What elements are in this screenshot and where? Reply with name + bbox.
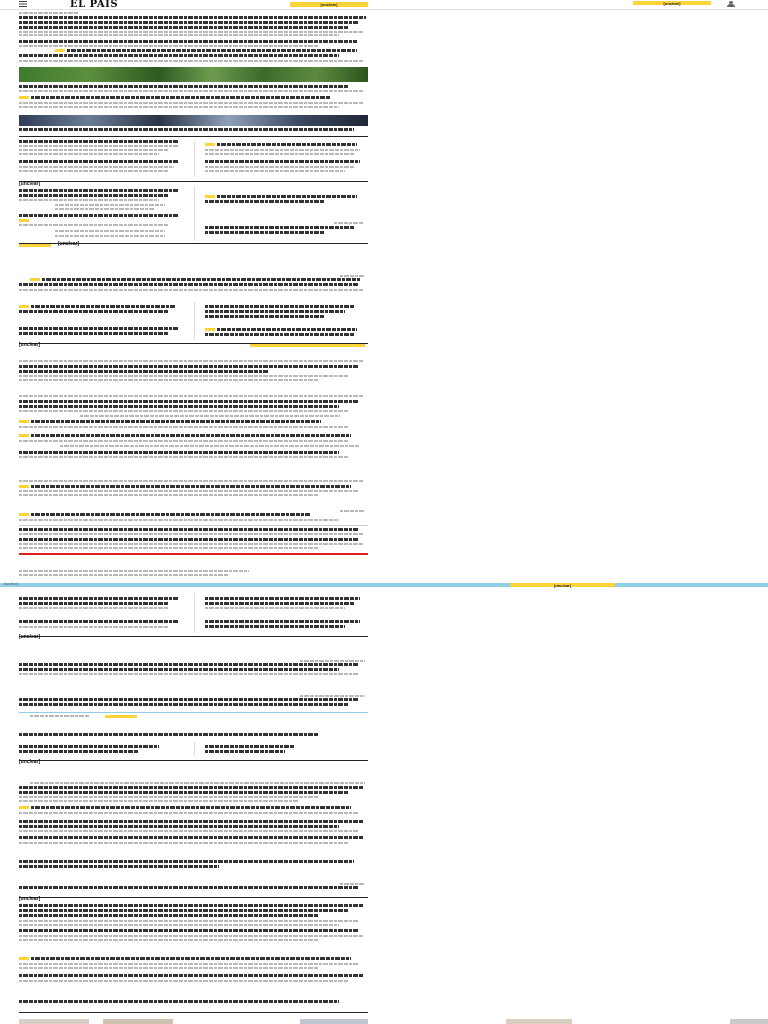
kicker-badge xyxy=(19,957,29,960)
section-title-actualidad[interactable]: [unclear] xyxy=(19,634,41,640)
summary xyxy=(19,166,174,168)
meta-line xyxy=(340,510,365,512)
summary xyxy=(19,494,319,496)
thumbnail[interactable] xyxy=(19,1019,89,1024)
headline[interactable] xyxy=(205,305,355,308)
column-divider xyxy=(194,142,195,177)
kicker-badge xyxy=(19,219,29,222)
summary xyxy=(19,574,229,576)
column-divider xyxy=(194,302,195,340)
headline[interactable] xyxy=(19,786,364,789)
summary xyxy=(19,289,364,291)
headline[interactable] xyxy=(19,54,339,57)
headline[interactable] xyxy=(19,602,169,605)
headline[interactable] xyxy=(19,40,357,43)
summary xyxy=(19,796,319,798)
thumbnail[interactable] xyxy=(300,1019,368,1024)
headline[interactable] xyxy=(19,365,359,368)
meta-line xyxy=(340,883,365,885)
summary xyxy=(19,410,349,412)
summary xyxy=(19,45,319,47)
headline[interactable] xyxy=(19,400,359,403)
summary xyxy=(55,230,165,232)
section-title-more[interactable]: [unclear] xyxy=(58,241,80,247)
headline[interactable] xyxy=(31,513,311,516)
lead-headline-line-2[interactable] xyxy=(19,21,359,24)
summary xyxy=(19,963,359,965)
headline[interactable] xyxy=(217,328,357,331)
headline[interactable] xyxy=(19,327,179,330)
kicker-badge xyxy=(205,328,215,331)
headline[interactable] xyxy=(19,791,349,794)
headline[interactable] xyxy=(19,283,359,286)
headline[interactable] xyxy=(31,957,351,960)
site-logo[interactable]: EL PAÍS xyxy=(70,0,119,10)
summary xyxy=(60,445,360,447)
summary xyxy=(19,379,319,381)
headline[interactable] xyxy=(31,96,331,99)
meta-line xyxy=(19,480,364,482)
summary xyxy=(19,456,349,458)
meta-line xyxy=(340,275,365,277)
section-rule xyxy=(19,181,368,182)
headline[interactable] xyxy=(205,160,360,163)
headline[interactable] xyxy=(31,434,351,437)
thumbnail[interactable] xyxy=(730,1019,768,1024)
summary xyxy=(205,607,345,609)
headline[interactable] xyxy=(19,703,349,706)
summary xyxy=(19,980,349,982)
summary xyxy=(19,800,299,802)
lead-summary-2 xyxy=(19,34,339,36)
summary xyxy=(55,204,165,206)
headline[interactable] xyxy=(19,1000,339,1003)
headline[interactable] xyxy=(19,140,179,143)
summary xyxy=(80,415,340,417)
summary xyxy=(19,547,319,549)
headline[interactable] xyxy=(67,49,357,52)
kicker-badge xyxy=(205,143,215,146)
summary xyxy=(19,673,359,675)
kicker-badge xyxy=(30,278,40,281)
summary xyxy=(19,60,364,62)
headline[interactable] xyxy=(19,825,339,828)
headline[interactable] xyxy=(205,597,360,600)
kicker-badge xyxy=(19,513,29,516)
headline[interactable] xyxy=(19,370,269,373)
summary xyxy=(19,935,364,937)
summary xyxy=(19,570,249,572)
summary xyxy=(19,426,349,428)
headline[interactable] xyxy=(19,929,359,932)
headline[interactable] xyxy=(205,231,325,234)
lead-photo[interactable] xyxy=(19,67,368,82)
subscribe-button[interactable]: [unclear] xyxy=(290,2,368,7)
headline[interactable] xyxy=(19,865,219,868)
section-rule xyxy=(19,525,368,526)
headline[interactable] xyxy=(31,806,351,809)
summary xyxy=(19,830,359,832)
headline[interactable] xyxy=(19,663,359,666)
headline[interactable] xyxy=(19,538,359,541)
section-rule xyxy=(19,712,368,713)
summary xyxy=(19,842,349,844)
headline[interactable] xyxy=(205,310,345,313)
story-photo[interactable] xyxy=(19,115,368,126)
headline[interactable] xyxy=(19,904,364,907)
kicker-badge xyxy=(19,420,29,423)
headline[interactable] xyxy=(217,143,357,146)
headline[interactable] xyxy=(19,597,179,600)
summary xyxy=(19,145,179,147)
headline[interactable] xyxy=(19,733,319,736)
headline[interactable] xyxy=(19,914,319,917)
promo-band-text: [unclear] xyxy=(4,582,19,586)
headline[interactable] xyxy=(19,528,359,531)
kicker-badge xyxy=(19,96,29,99)
headline[interactable] xyxy=(19,620,179,623)
headline[interactable] xyxy=(19,85,349,88)
summary xyxy=(19,90,364,92)
menu-icon[interactable] xyxy=(19,1,27,7)
section-tag xyxy=(19,244,51,247)
user-icon[interactable] xyxy=(727,1,735,7)
summary xyxy=(19,102,364,104)
headline[interactable] xyxy=(19,860,354,863)
summary xyxy=(55,208,155,210)
summary xyxy=(19,533,364,535)
section-rule xyxy=(19,136,368,137)
headline[interactable] xyxy=(31,305,176,308)
headline[interactable] xyxy=(19,189,179,192)
section-title-video[interactable]: [unclear] xyxy=(19,342,41,348)
subscribe-button-right[interactable]: [unclear] xyxy=(633,1,711,5)
summary xyxy=(19,199,159,201)
column-divider xyxy=(194,186,195,241)
headline[interactable] xyxy=(19,451,339,454)
summary xyxy=(19,812,359,814)
summary xyxy=(19,924,339,926)
meta-line xyxy=(30,782,365,784)
headline[interactable] xyxy=(19,214,179,217)
section-rule xyxy=(19,760,368,761)
summary xyxy=(19,519,339,521)
summary xyxy=(19,149,169,151)
meta-line xyxy=(300,660,365,662)
headline[interactable] xyxy=(205,745,295,748)
thumbnail[interactable] xyxy=(103,1019,173,1024)
headline[interactable] xyxy=(205,625,345,628)
kicker-badge xyxy=(55,49,65,52)
section-rule xyxy=(19,636,368,637)
headline[interactable] xyxy=(205,620,360,623)
headline[interactable] xyxy=(19,160,179,163)
summary xyxy=(19,106,339,108)
headline[interactable] xyxy=(205,315,325,318)
kicker-badge xyxy=(19,434,29,437)
promo-band-button[interactable]: [unclear] xyxy=(510,583,615,587)
section-title-ultima[interactable]: [unclear] xyxy=(19,896,41,902)
column-divider xyxy=(194,593,195,633)
headline[interactable] xyxy=(19,745,159,748)
summary xyxy=(19,153,159,155)
kicker-badge xyxy=(19,485,29,488)
meta-line xyxy=(300,695,365,697)
headline[interactable] xyxy=(19,698,359,701)
summary xyxy=(19,967,319,969)
lead-summary xyxy=(19,31,364,33)
lead-headline-line-3[interactable] xyxy=(19,26,349,29)
headline[interactable] xyxy=(205,200,325,203)
headline[interactable] xyxy=(19,405,339,408)
lead-headline[interactable] xyxy=(19,16,366,19)
headline[interactable] xyxy=(19,909,349,912)
lead-kicker-line xyxy=(19,12,79,14)
breaking-rule xyxy=(19,553,368,555)
summary xyxy=(19,607,169,609)
summary xyxy=(55,235,165,237)
headline[interactable] xyxy=(19,974,364,977)
kicker-badge xyxy=(205,195,215,198)
summary xyxy=(19,375,349,377)
section-tag xyxy=(105,715,137,718)
headline[interactable] xyxy=(19,836,364,839)
summary xyxy=(205,170,345,172)
byline xyxy=(334,222,364,224)
headline[interactable] xyxy=(19,668,339,671)
top-bar xyxy=(0,0,768,10)
headline[interactable] xyxy=(42,278,360,281)
summary xyxy=(205,149,360,151)
kicker-badge xyxy=(19,806,29,809)
section-title-economia[interactable]: [unclear] xyxy=(19,759,41,765)
headline[interactable] xyxy=(205,750,285,753)
headline[interactable] xyxy=(19,886,359,889)
summary xyxy=(19,224,169,226)
headline[interactable] xyxy=(19,820,364,823)
headline[interactable] xyxy=(19,750,139,753)
summary xyxy=(19,170,169,172)
column-divider xyxy=(194,742,195,756)
summary xyxy=(205,153,355,155)
section-title-opinion[interactable]: [unclear] xyxy=(19,181,41,187)
summary xyxy=(19,490,359,492)
section-cta[interactable] xyxy=(250,344,365,347)
summary xyxy=(19,543,364,545)
summary xyxy=(19,440,349,442)
meta-line xyxy=(30,715,90,717)
headline[interactable] xyxy=(205,333,355,336)
headline[interactable] xyxy=(205,226,355,229)
kicker-badge xyxy=(19,305,29,308)
thumbnail[interactable] xyxy=(506,1019,572,1024)
summary xyxy=(19,920,359,922)
headline[interactable] xyxy=(19,128,354,131)
promo-band[interactable] xyxy=(0,583,768,587)
headline[interactable] xyxy=(205,602,355,605)
meta-line xyxy=(19,360,364,362)
summary xyxy=(19,626,169,628)
headline[interactable] xyxy=(31,485,351,488)
section-rule xyxy=(19,1012,368,1013)
summary xyxy=(205,166,355,168)
headline[interactable] xyxy=(19,194,169,197)
headline[interactable] xyxy=(217,195,357,198)
headline[interactable] xyxy=(31,420,321,423)
meta-line xyxy=(19,395,364,397)
section-rule xyxy=(19,897,368,898)
headline[interactable] xyxy=(19,332,169,335)
summary xyxy=(19,939,319,941)
headline[interactable] xyxy=(19,310,169,313)
